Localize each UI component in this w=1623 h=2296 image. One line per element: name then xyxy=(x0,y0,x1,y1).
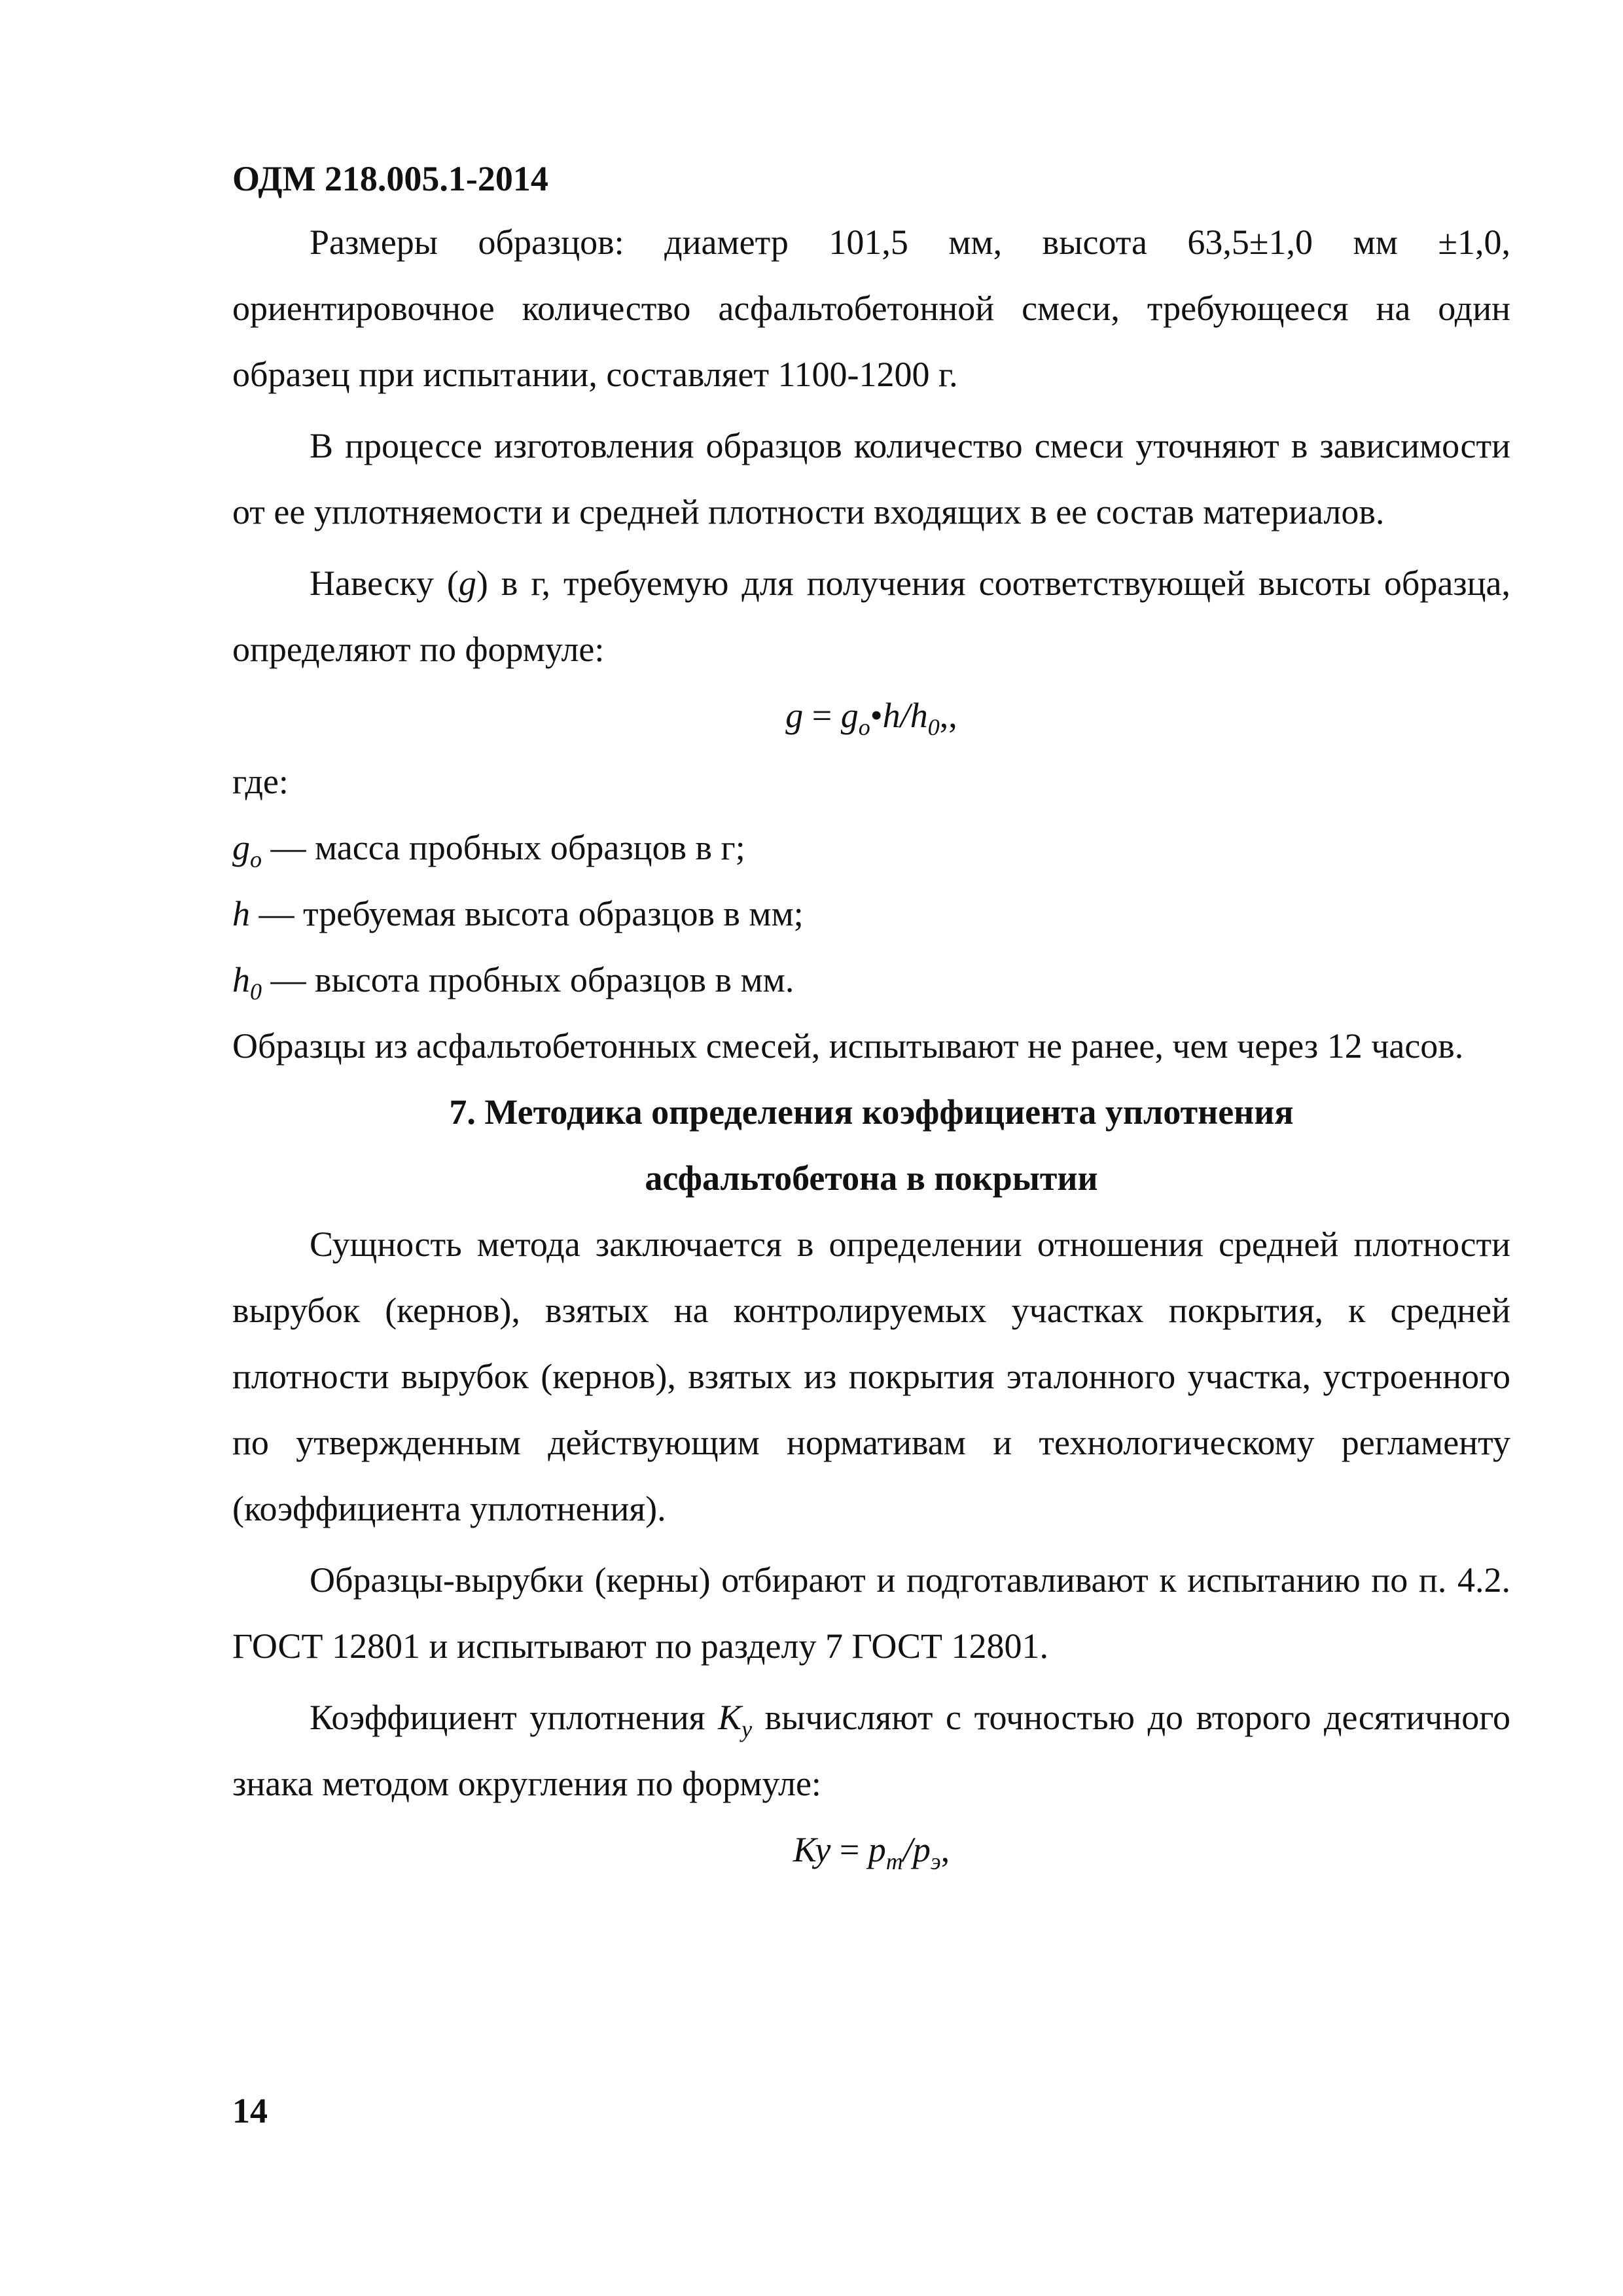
definition-g0: $g_o$ — масса пробных образцов в г; xyxy=(232,828,745,872)
where-label: где: xyxy=(232,762,289,801)
paragraph-core-samples: Образцы-вырубки (керны) отбирают и подготавливают к испытанию по п. 4.2. ГОСТ 12801 и испытывают по разделу 7 ГОСТ 12801. xyxy=(232,1560,1510,1666)
definition-h0: $h_0$ — высота пробных образцов в мм. xyxy=(232,960,794,1005)
paragraph-test-time: Образцы из асфальтобетонных смесей, испытывают не ранее, чем через 12 часов. xyxy=(232,1026,1464,1066)
paragraph-compaction-coefficient: Коэффициент уплотнения $K_у$ вычисляют с точностью до второго десятичного знака методом округления по формуле: xyxy=(232,1698,1511,1803)
page-number: 14 xyxy=(232,2091,268,2130)
variable-ky: K xyxy=(718,1698,742,1737)
formula-compaction-coefficient: Ку = $p_т/p_э$, xyxy=(793,1830,950,1874)
formula-sample-weight: $g = g_o•h/h_0$,, xyxy=(785,696,957,740)
paragraph-method-essence: Сущность метода заключается в определении отношения средней плотности вырубок (кернов), взятых на контролируемых участках покрытия, к средней плотности вырубок (кернов), взятых из покрытия эталонного участка, устроенного по утвержденным действующим нормативам и технологическому регламенту (коэффициента уплотнения). xyxy=(232,1225,1510,1528)
definition-h: h — требуемая высота образцов в мм; xyxy=(232,894,804,933)
paragraph-sample-sizes: Размеры образцов: диаметр 101,5 мм, высота 63,5±1,0 мм ±1,0, ориентировочное количество асфальтобетонной смеси, требующееся на один образец при испытании, составляет 1100-1200 г. xyxy=(232,223,1510,394)
section-heading-line-2: асфальтобетона в покрытии xyxy=(645,1158,1098,1198)
page-body xyxy=(232,209,1510,1883)
document-code-header: ОДМ 218.005.1-2014 xyxy=(232,159,548,198)
paragraph-sample-weight: Навеску (g) в г, требуемую для получения соответствующей высоты образца, определяют по формуле: xyxy=(232,564,1510,669)
section-heading-line-1: 7. Методика определения коэффициента уплотнения xyxy=(449,1092,1294,1132)
variable-g: g xyxy=(458,564,476,603)
paragraph-mixture-adjustment: В процессе изготовления образцов количество смеси уточняют в зависимости от ее уплотняемости и средней плотности входящих в ее состав материалов. xyxy=(232,426,1510,531)
